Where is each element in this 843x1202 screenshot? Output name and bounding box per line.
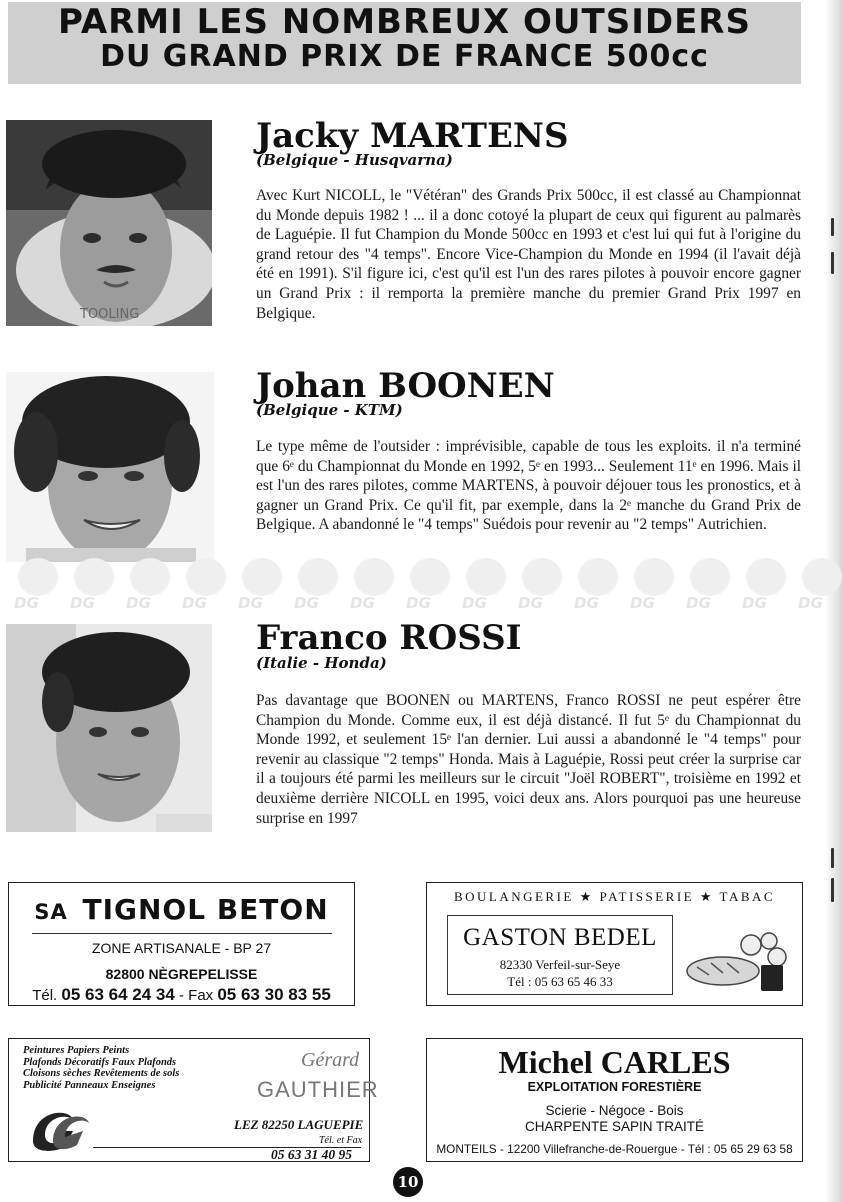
tignol-prefix: SA [34, 900, 68, 924]
carles-name: Michel CARLES [498, 1044, 731, 1080]
watermark-logo-icon [354, 558, 394, 596]
watermark-logo [514, 558, 570, 618]
gauthier-service-item: Publicité Panneaux Enseignes [23, 1079, 156, 1091]
gauthier-tel-fax-label: Tél. et Fax [319, 1135, 363, 1146]
edge-mark [831, 252, 834, 274]
rossi-photo [6, 624, 212, 832]
page-number: 10 [393, 1167, 423, 1197]
header-banner [8, 2, 801, 84]
bedel-address: 82330 Verfeil-sur-Seye [499, 957, 621, 972]
boonen-bio: Le type même de l'outsider : imprévisible, capable de tous les exploits. il n'a terminé que 6ᵉ du Championnat du Monde en 1992, 5ᵉ en 1993... Seulement 11ᵉ en 1996. Mais il est l'un des rares pilotes, comme MARTENS, à pouvoir déjouer tous les pronostics, et à gagner un Grand Prix. Ce qu'il fit, par exemple, dans la 2ᵉ manche du Grand Prix de Belgique. A abandonné le "4 temps" Suédois pour revenir au "2 temps" Autrichien. [256, 438, 801, 534]
tignol-city: 82800 NÈGREPELISSE [105, 966, 258, 982]
gauthier-last-name: GAUTHIER [257, 1077, 379, 1102]
martens-name: Jacky MARTENS [256, 116, 569, 156]
watermark-logo-icon [746, 558, 786, 596]
watermark-logo [234, 558, 290, 618]
tignol-contact [9, 984, 354, 1007]
watermark-logo-icon [634, 558, 674, 596]
martens-country: (Belgique - Husqvarna) [256, 151, 453, 169]
carles-product: CHARPENTE SAPIN TRAITÉ [524, 1119, 705, 1134]
carles-activities: Scierie - Négoce - Bois [545, 1103, 684, 1118]
watermark-logo-icon [522, 558, 562, 596]
watermark-label: DG [14, 594, 39, 612]
gauthier-first-name: Gérard [301, 1049, 360, 1071]
edge-mark [831, 878, 834, 902]
tignol-title [9, 895, 354, 927]
gauthier-city: LEZ 82250 LAGUEPIE [234, 1117, 364, 1132]
martens-bio: Avec Kurt NICOLL, le "Vétéran" des Grands Prix 500cc, il est classé au Championnat du Monde depuis 1982 ! ... il a donc cotoyé la plupart de ceux qui figurent au palmarès de Laguépie. Il fut Champion du Monde 500cc en 1993 et c'est lui qui fut à l'origine du grand retour des "4 temps". Encore Vice-Champion du Monde en 1994 (il l'avait déjà été en 1991). S'il figure ici, c'est qu'il est l'un des rares pilotes à pouvoir encore gagner un Grand Prix : il remporta la première manche du premier Grand Prix 1997 en Belgique. [256, 187, 801, 322]
watermark-logo [402, 558, 458, 618]
watermark-logo-icon [186, 558, 226, 596]
watermark-label: DG [350, 594, 375, 612]
watermark-logo-icon [690, 558, 730, 596]
watermark-logo-icon [298, 558, 338, 596]
watermark-logo [290, 558, 346, 618]
ad-michel-carles [426, 1038, 803, 1162]
watermark-logo [458, 558, 514, 618]
watermark-logo [626, 558, 682, 618]
watermark-logo-icon [578, 558, 618, 596]
martens-shirt-text: TOOLING [80, 307, 140, 322]
tignol-fax-label: - Fax [179, 987, 214, 1004]
watermark-logo [178, 558, 234, 618]
watermark-logo [738, 558, 794, 618]
tignol-fax: 05 63 30 83 55 [217, 985, 331, 1004]
ad-gerard-gauthier [8, 1038, 379, 1162]
edge-mark [831, 218, 834, 236]
watermark-logo-icon [130, 558, 170, 596]
carles-address: MONTEILS - 12200 Villefranche-de-Rouergue - Tél : 05 65 29 63 58 [436, 1142, 793, 1156]
watermark-label: DG [798, 594, 823, 612]
bedel-header: BOULANGERIE ★ PATISSERIE ★ TABAC [453, 889, 776, 904]
rossi-country: (Italie - Honda) [256, 654, 387, 672]
rossi-name: Franco ROSSI [256, 618, 522, 658]
watermark-label: DG [294, 594, 319, 612]
watermark-logo [122, 558, 178, 618]
gauthier-logo-icon [27, 1101, 91, 1151]
watermark-logo-icon [18, 558, 58, 596]
ad-gaston-bedel [426, 882, 803, 1006]
watermark-logo [10, 558, 66, 618]
bedel-name: GASTON BEDEL [463, 924, 657, 951]
header-title-line1: PARMI LES NOMBREUX OUTSIDERS [58, 2, 751, 42]
bread-pastry-icon [683, 923, 793, 995]
watermark-label: DG [126, 594, 151, 612]
watermark-label: DG [462, 594, 487, 612]
carles-subtitle: EXPLOITATION FORESTIÈRE [527, 1080, 702, 1094]
rossi-bio: Pas davantage que BOONEN ou MARTENS, Franco ROSSI ne peut espérer être Champion du Monde. Comme eux, il est déjà distancé. Il fut 5ᵉ du Championnat du Monde 1992, et seulement 15ᵉ l'an dernier. Lui aussi a abandonné le "4 temps" pour revenir au classique "2 temps" Honda. Mais à Laguépie, Rossi peut créer la surprise car il a toujours été parmi les meilleurs sur le circuit "Joël ROBERT", troisième en 1992 et deuxième derrière NICOLL en 1995, voici deux ans. Alors pourquoi pas une heureuse surprise en 1997 [256, 692, 801, 827]
watermark-logo [570, 558, 626, 618]
watermark-label: DG [742, 594, 767, 612]
ad-tignol-beton [8, 882, 355, 1006]
watermark-label: DG [406, 594, 431, 612]
watermark-strip [0, 558, 843, 618]
watermark-label: DG [686, 594, 711, 612]
bedel-name-box [447, 915, 673, 995]
edge-mark [831, 848, 834, 868]
watermark-logo-icon [410, 558, 450, 596]
tignol-address: ZONE ARTISANALE - BP 27 [91, 940, 272, 956]
gauthier-phone: 05 63 31 40 95 [271, 1147, 352, 1162]
watermark-logo-icon [802, 558, 842, 596]
watermark-logo-icon [242, 558, 282, 596]
watermark-logo [794, 558, 843, 618]
boonen-name: Johan BOONEN [256, 366, 555, 406]
tignol-tel: 05 63 64 24 34 [61, 985, 175, 1004]
watermark-label: DG [518, 594, 543, 612]
gauthier-last-name-text: AUTHIER [275, 1077, 379, 1102]
watermark-label: DG [630, 594, 655, 612]
watermark-label: DG [238, 594, 263, 612]
watermark-logo [682, 558, 738, 618]
watermark-label: DG [70, 594, 95, 612]
watermark-logo [346, 558, 402, 618]
watermark-logo-icon [466, 558, 506, 596]
watermark-label: DG [574, 594, 599, 612]
gauthier-service-item: Cloisons sèches Revêtements de sols [23, 1068, 180, 1079]
tignol-tel-label: Tél. [32, 987, 58, 1004]
boonen-country: (Belgique - KTM) [256, 401, 403, 419]
gauthier-services [23, 1045, 179, 1091]
watermark-label: DG [182, 594, 207, 612]
boonen-photo [6, 372, 214, 562]
bedel-phone: Tél : 05 63 65 46 33 [507, 974, 613, 989]
watermark-logo-icon [74, 558, 114, 596]
gauthier-service-item: Plafonds Décoratifs Faux Plafonds [23, 1056, 177, 1068]
tignol-name: TIGNOL BETON [82, 893, 329, 926]
header-title-line2: DU GRAND PRIX DE FRANCE 500cc [100, 39, 709, 74]
gauthier-service-item: Peintures Papiers Peints [23, 1045, 130, 1056]
watermark-logo [66, 558, 122, 618]
martens-photo [6, 120, 212, 326]
tignol-divider [32, 933, 332, 934]
